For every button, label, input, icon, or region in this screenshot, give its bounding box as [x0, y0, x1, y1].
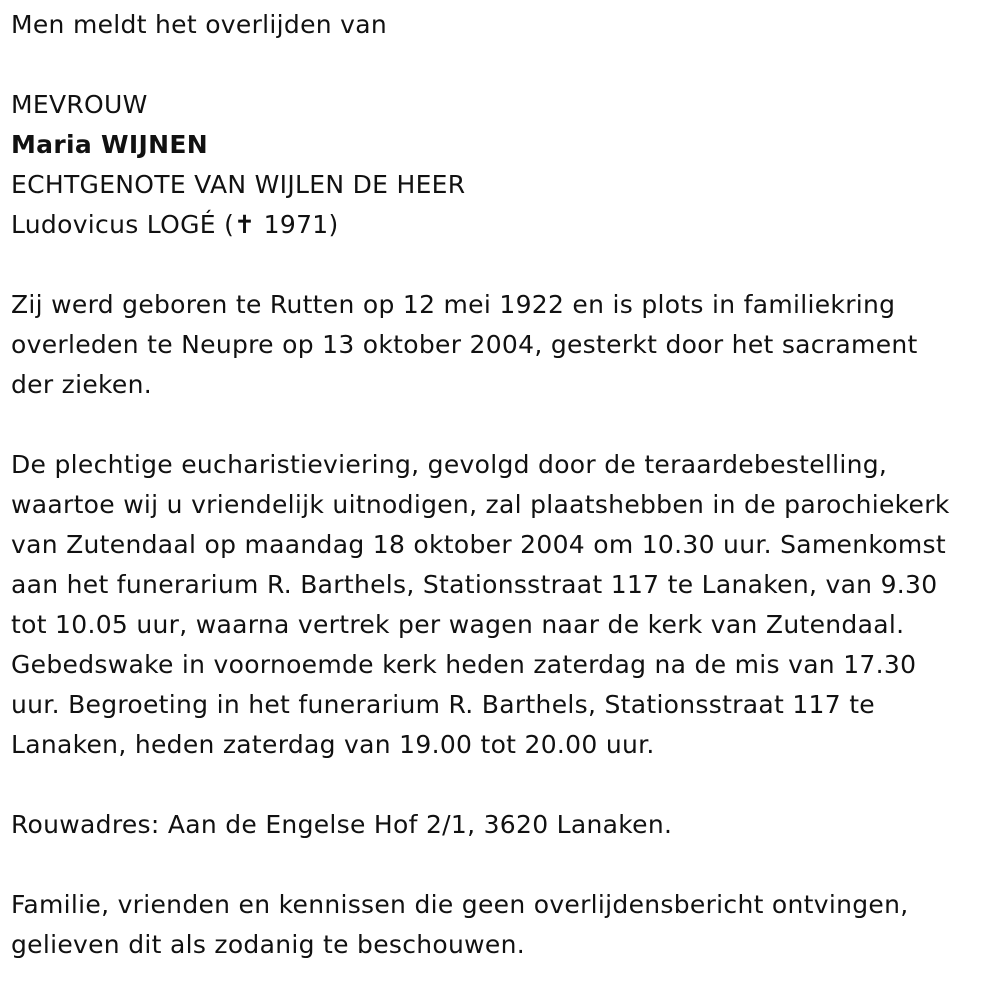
paragraph-line: uur. Begroeting in het funerarium R. Barthels, Stationsstraat 117 te: [11, 690, 875, 719]
spacer: [11, 765, 991, 805]
paragraph-line: Familie, vrienden en kennissen die geen overlijdensbericht ontvingen,: [11, 890, 909, 919]
closing-paragraph: [11, 885, 991, 965]
paragraph-line: der zieken.: [11, 370, 152, 399]
birth-paragraph: [11, 285, 991, 405]
spacer: [11, 45, 991, 85]
paragraph-line: overleden te Neupre op 13 oktober 2004, gesterkt door het sacrament: [11, 330, 918, 359]
spouse-line: Ludovicus LOGÉ (✝ 1971): [11, 210, 339, 239]
person-title: MEVROUW: [11, 90, 148, 119]
paragraph-line: Zij werd geboren te Rutten op 12 mei 1922 en is plots in familiekring: [11, 290, 896, 319]
spacer: [11, 405, 991, 445]
paragraph-line: aan het funerarium R. Barthels, Stationsstraat 117 te Lanaken, van 9.30: [11, 570, 938, 599]
paragraph-line: gelieven dit als zodanig te beschouwen.: [11, 930, 525, 959]
relation-line: ECHTGENOTE VAN WIJLEN DE HEER: [11, 170, 466, 199]
paragraph-line: Lanaken, heden zaterdag van 19.00 tot 20.00 uur.: [11, 730, 655, 759]
paragraph-line: Gebedswake in voornoemde kerk heden zaterdag na de mis van 17.30: [11, 650, 917, 679]
paragraph-line: De plechtige eucharistieviering, gevolgd door de teraardebestelling,: [11, 450, 888, 479]
deceased-name: Maria WIJNEN: [11, 130, 208, 159]
spacer: [11, 245, 991, 285]
mourning-address: Rouwadres: Aan de Engelse Hof 2/1, 3620 Lanaken.: [11, 810, 673, 839]
spacer: [11, 845, 991, 885]
paragraph-line: waartoe wij u vriendelijk uitnodigen, zal plaatshebben in de parochiekerk: [11, 490, 950, 519]
paragraph-line: tot 10.05 uur, waarna vertrek per wagen naar de kerk van Zutendaal.: [11, 610, 905, 639]
intro-line: Men meldt het overlijden van: [11, 10, 388, 39]
death-notice: [11, 5, 991, 965]
paragraph-line: van Zutendaal op maandag 18 oktober 2004 om 10.30 uur. Samenkomst: [11, 530, 946, 559]
ceremony-paragraph: [11, 445, 991, 765]
